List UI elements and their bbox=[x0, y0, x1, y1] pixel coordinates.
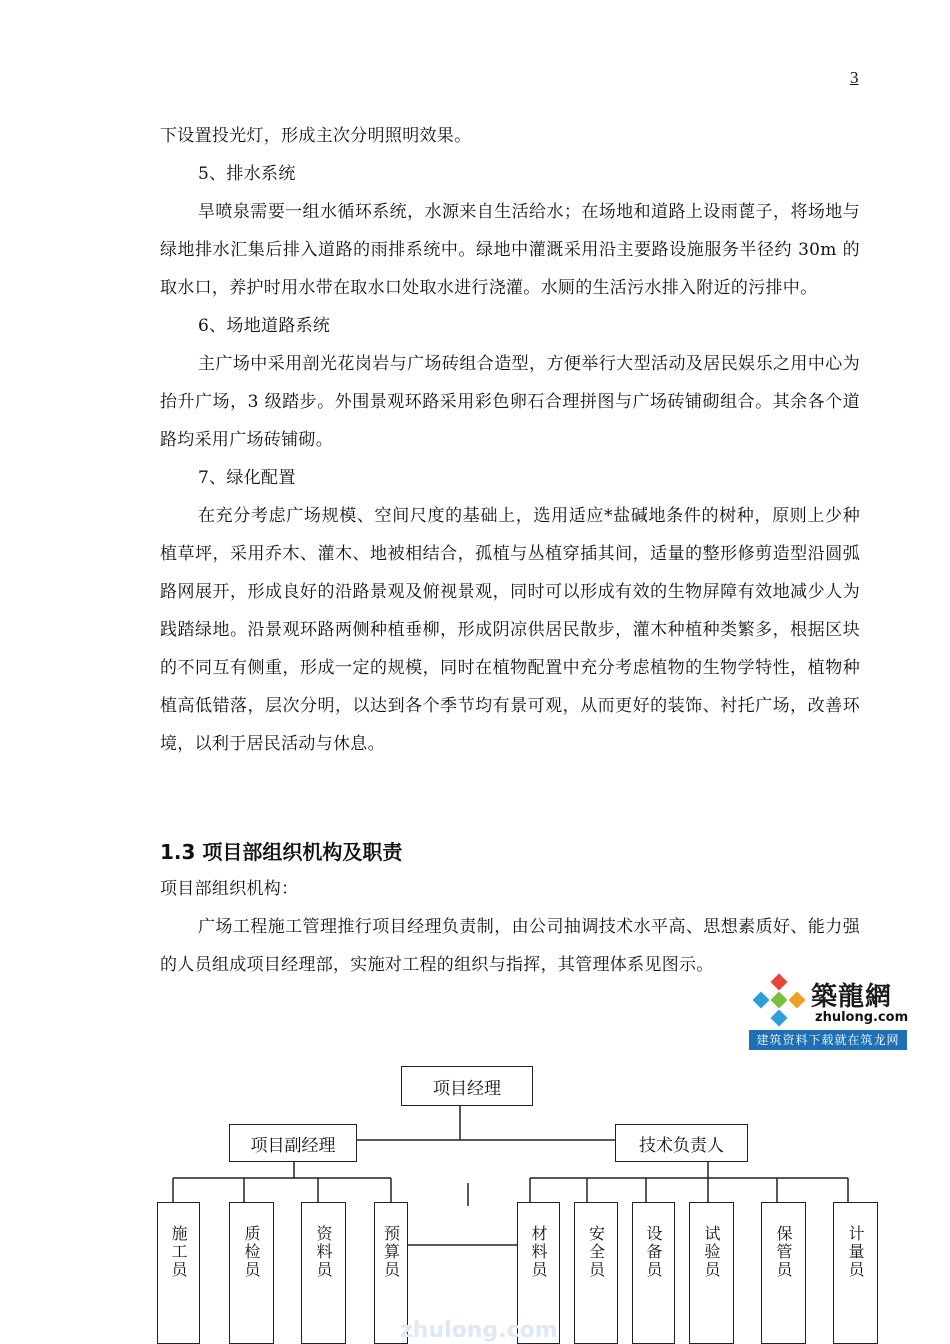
org-label: 技术负责人 bbox=[639, 1135, 724, 1156]
org-box-staff-6 bbox=[632, 1202, 675, 1344]
paragraph: 项目部组织机构： bbox=[160, 879, 299, 899]
org-staff-label: 试验员 bbox=[702, 1225, 721, 1279]
logo-url: zhulong.com bbox=[815, 1010, 909, 1025]
org-staff-label: 质检员 bbox=[242, 1225, 261, 1279]
org-box-staff-2 bbox=[301, 1202, 346, 1344]
org-box-staff-8 bbox=[761, 1202, 806, 1344]
org-box-staff-7 bbox=[689, 1202, 734, 1344]
org-label: 项目副经理 bbox=[250, 1135, 336, 1156]
paragraph: 下设置投光灯，形成主次分明照明效果。 bbox=[160, 126, 472, 146]
paragraph: 旱喷泉需要一组水循环系统，水源来自生活给水；在场地和道路上设雨蓖子，将场地与绿地排水汇集后排入道路的雨排系统中。绿地中灌溉采用沿主要路设施服务半径约 30m 的取水口，养护时用水带在取水口处取水进行浇灌。水厕的生活污水排入附近的污排中。 bbox=[160, 202, 860, 298]
logo-title: 築龍網 bbox=[811, 982, 893, 1012]
org-box-deputy-manager bbox=[229, 1124, 357, 1162]
org-staff-label: 保管员 bbox=[774, 1225, 793, 1279]
paragraph: 在充分考虑广场规模、空间尺度的基础上，选用适应*盐碱地条件的树种，原则上少种植草坪，采用乔木、灌木、地被相结合，孤植与丛植穿插其间，适量的整形修剪造型沿圆弧路网展开，形成良好的沿路景观及俯视景观，同时可以形成有效的生物屏障有效地减少人为践踏绿地。沿景观环路两侧种植垂柳，形成阴凉供居民散步，灌木种植种类繁多，根据区块的不同互有侧重，形成一定的规模，同时在植物配置中充分考虑植物的生物学特性，植物种植高低错落，层次分明，以达到各个季节均有景可观，从而更好的装饰、衬托广场，改善环境，以利于居民活动与休息。 bbox=[160, 506, 860, 754]
org-staff-label: 施工员 bbox=[169, 1225, 188, 1279]
paragraph: 7、绿化配置 bbox=[198, 468, 296, 488]
org-box-technical-lead bbox=[615, 1124, 748, 1162]
org-label: 项目经理 bbox=[433, 1078, 501, 1099]
page-number: 3 bbox=[850, 68, 859, 87]
paragraph: 主广场中采用剖光花岗岩与广场砖组合造型，方便举行大型活动及居民娱乐之用中心为抬升广场，3 级踏步。外围景观环路采用彩色卵石合理拼图与广场砖铺砌组合。其余各个道路均采用广场砖铺砌。 bbox=[160, 354, 860, 450]
org-box-project-manager bbox=[401, 1066, 533, 1106]
paragraph: 5、排水系统 bbox=[198, 164, 296, 184]
org-staff-label: 计量员 bbox=[846, 1225, 865, 1279]
org-staff-label: 材料员 bbox=[529, 1225, 548, 1279]
org-box-staff-1 bbox=[229, 1202, 274, 1344]
org-staff-label: 资料员 bbox=[314, 1225, 333, 1279]
body-text-bottom bbox=[160, 870, 860, 984]
org-staff-label: 设备员 bbox=[644, 1225, 663, 1279]
org-box-staff-9 bbox=[833, 1202, 878, 1344]
org-staff-label: 预算员 bbox=[381, 1225, 401, 1279]
body-text-top bbox=[160, 117, 860, 763]
paragraph: 广场工程施工管理推行项目经理负责制，由公司抽调技术水平高、思想素质好、能力强的人员组成项目经理部，实施对工程的组织与指挥，其管理体系见图示。 bbox=[160, 917, 860, 975]
org-box-staff-5 bbox=[574, 1202, 618, 1344]
logo-slogan: 建筑资料下载就在筑龙网 bbox=[749, 1030, 907, 1050]
section-heading: 1.3 项目部组织机构及职责 bbox=[160, 840, 403, 864]
org-box-staff-0 bbox=[157, 1202, 200, 1344]
watermark-text: zhulong.com bbox=[400, 1318, 558, 1343]
zhulong-logo bbox=[749, 972, 907, 1052]
snowflake-logo-icon bbox=[749, 972, 809, 1030]
org-staff-label: 安全员 bbox=[586, 1225, 606, 1279]
paragraph: 6、场地道路系统 bbox=[198, 316, 331, 336]
